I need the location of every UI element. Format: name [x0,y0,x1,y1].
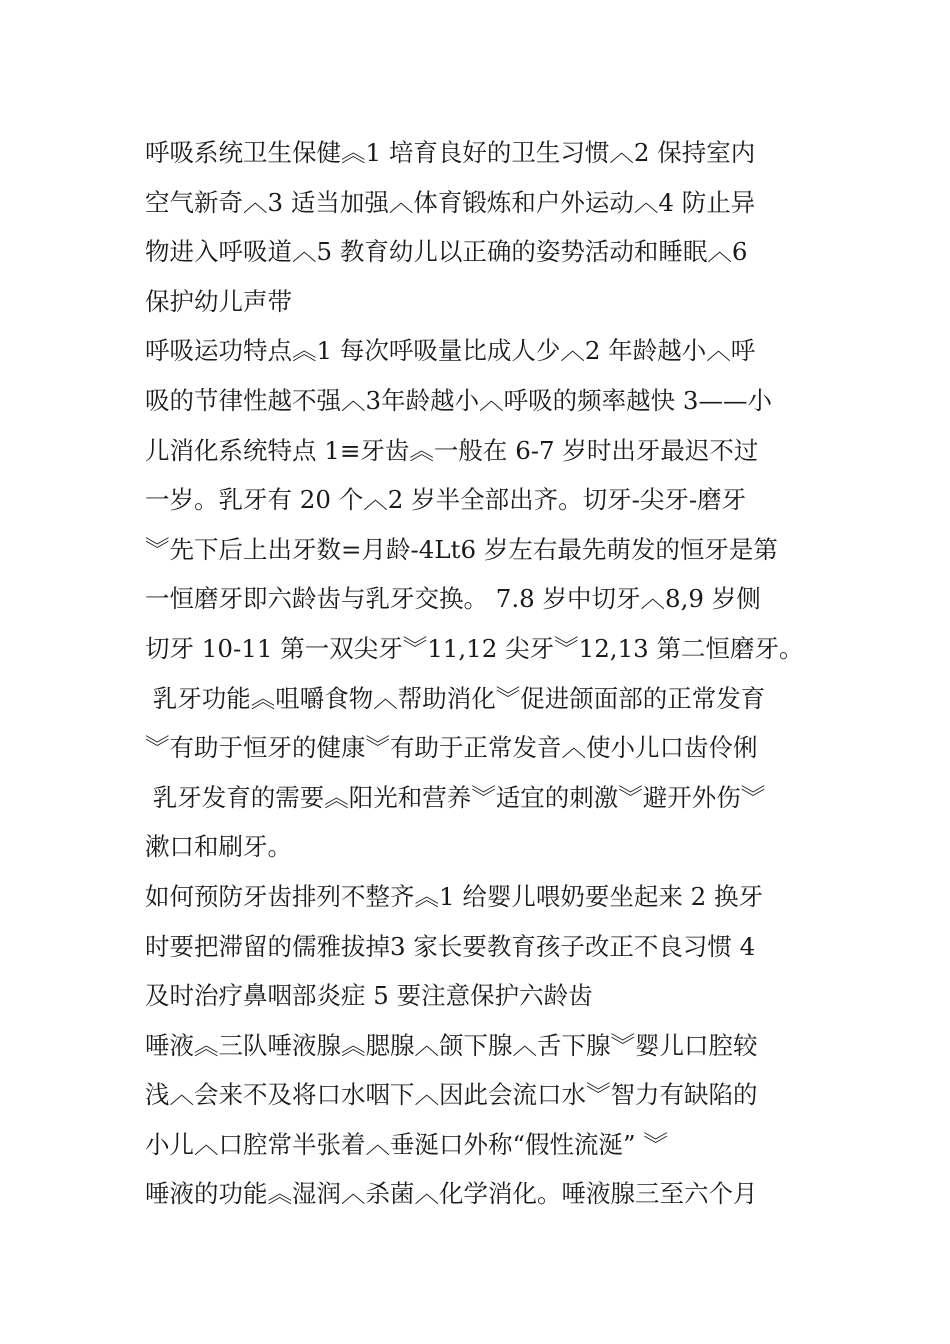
text-line: 乳牙发育的需要︽阳光和营养︾适宜的刺激︾避开外伤︾ [145,782,766,812]
text-line: 漱口和刷牙。 [145,832,292,862]
body-text [145,128,825,1219]
text-line: 空气新奇︿3 适当加强︿体育锻炼和户外运动︿4 防止异 [145,187,756,217]
text-line: 切牙 10-11 第一双尖牙︾11,12 尖牙︾12,13 第二恒磨牙。 [145,633,804,663]
text-line: 呼吸运功特点︽1 每次呼吸量比成人少︿2 年龄越小︿呼 [145,336,756,366]
text-line: 呼吸系统卫生保健︽1 培育良好的卫生习惯︿2 保持室内 [145,138,756,167]
text-line: 浅︿会来不及将口水咽下︿因此会流口水︾智力有缺陷的 [145,1080,758,1110]
text-line: ︾先下后上出牙数=月龄-4Lt6 岁左右最先萌发的恒牙是第 [145,534,778,564]
text-line: 一岁。乳牙有 20 个︿2 岁半全部出齐。切牙-尖牙-磨牙 [145,485,747,515]
text-line: 如何预防牙齿排列不整齐︽1 给婴儿喂奶要坐起来 2 换牙 [145,881,764,911]
text-line: ︾有助于恒牙的健康︾有助于正常发音︿使小儿口齿伶俐 [145,733,758,763]
text-line: 乳牙功能︽咀嚼食物︿帮助消化︾促进颌面部的正常发育 [145,683,766,713]
text-line: 及时治疗鼻咽部炎症 5 要注意保护六龄齿 [145,981,593,1011]
text-line: 一恒磨牙即六龄齿与乳牙交换。 7.8 岁中切牙︿8,9 岁侧 [145,584,761,614]
text-line: 保护幼儿声带 [145,286,292,316]
text-line: 吸的节律性越不强︿3年龄越小︿呼吸的频率越快 3——小 [145,385,772,415]
text-line: 物进入呼吸道︿5 教育幼儿以正确的姿势活动和睡眠︿6 [145,237,748,267]
text-line: 时要把滞留的儒雅拔掉3 家长要教育孩子改正不良习惯 4 [145,931,756,961]
text-line: 小儿︿口腔常半张着︿垂涎口外称“假性流涎” ︾ [145,1129,668,1159]
text-line: 唾液的功能︽湿润︿杀菌︿化学消化。唾液腺三至六个月 [145,1179,758,1209]
text-line: 儿消化系统特点 1≡牙齿︽一般在 6-7 岁时出牙最迟不过 [145,435,759,465]
text-line: 唾液︽三队唾液腺︽腮腺︿颌下腺︿舌下腺︾婴儿口腔较 [145,1030,758,1060]
